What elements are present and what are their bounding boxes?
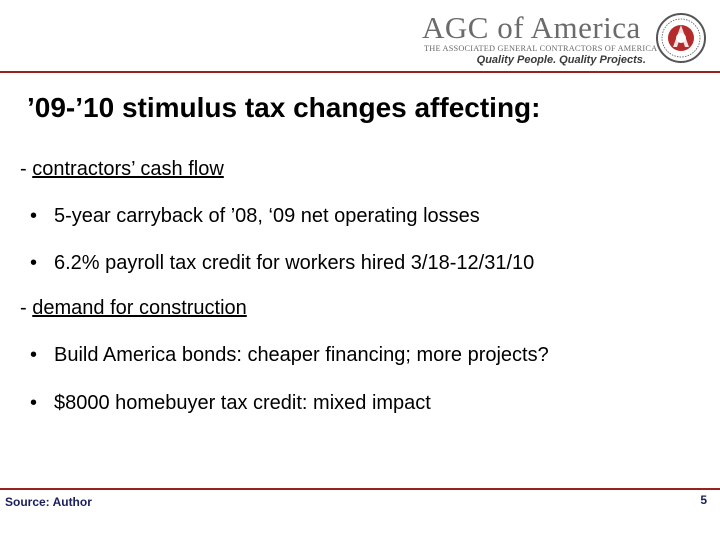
agc-logo xyxy=(420,6,658,68)
dash-marker: - xyxy=(20,158,27,180)
bullet-item xyxy=(30,392,431,415)
footer-divider xyxy=(0,488,720,490)
section-heading xyxy=(20,297,247,320)
bullet-item xyxy=(30,252,534,275)
slide-title: ’09-’10 stimulus tax changes affecting: xyxy=(27,92,541,123)
section-heading xyxy=(20,158,224,181)
bullet-item xyxy=(30,205,480,228)
page-number: 5 xyxy=(700,493,707,507)
source-note: Source: Author xyxy=(5,495,92,509)
bullet-item xyxy=(30,344,549,367)
section-heading-text: demand for construction xyxy=(32,297,247,319)
header-divider xyxy=(0,71,720,73)
bullet-icon: • xyxy=(30,392,38,414)
bullet-text: 6.2% payroll tax credit for workers hired 3/18-12/31/10 xyxy=(54,252,535,274)
bullet-text: Build America bonds: cheaper financing; more projects? xyxy=(54,344,549,366)
brand-full-name: THE ASSOCIATED GENERAL CONTRACTORS OF AMERICA xyxy=(424,44,658,53)
section-heading-text: contractors’ cash flow xyxy=(32,158,224,180)
bullet-text: $8000 homebuyer tax credit: mixed impact xyxy=(54,392,431,414)
brand-tagline: Quality People. Quality Projects. xyxy=(476,54,646,66)
bullet-text: 5-year carryback of ’08, ‘09 net operating losses xyxy=(54,205,480,227)
brand-name: AGC of America xyxy=(422,10,641,45)
bullet-icon: • xyxy=(30,344,38,366)
agc-seal-icon xyxy=(655,12,707,64)
dash-marker: - xyxy=(20,297,27,319)
bullet-icon: • xyxy=(30,205,38,227)
bullet-icon: • xyxy=(30,252,38,274)
